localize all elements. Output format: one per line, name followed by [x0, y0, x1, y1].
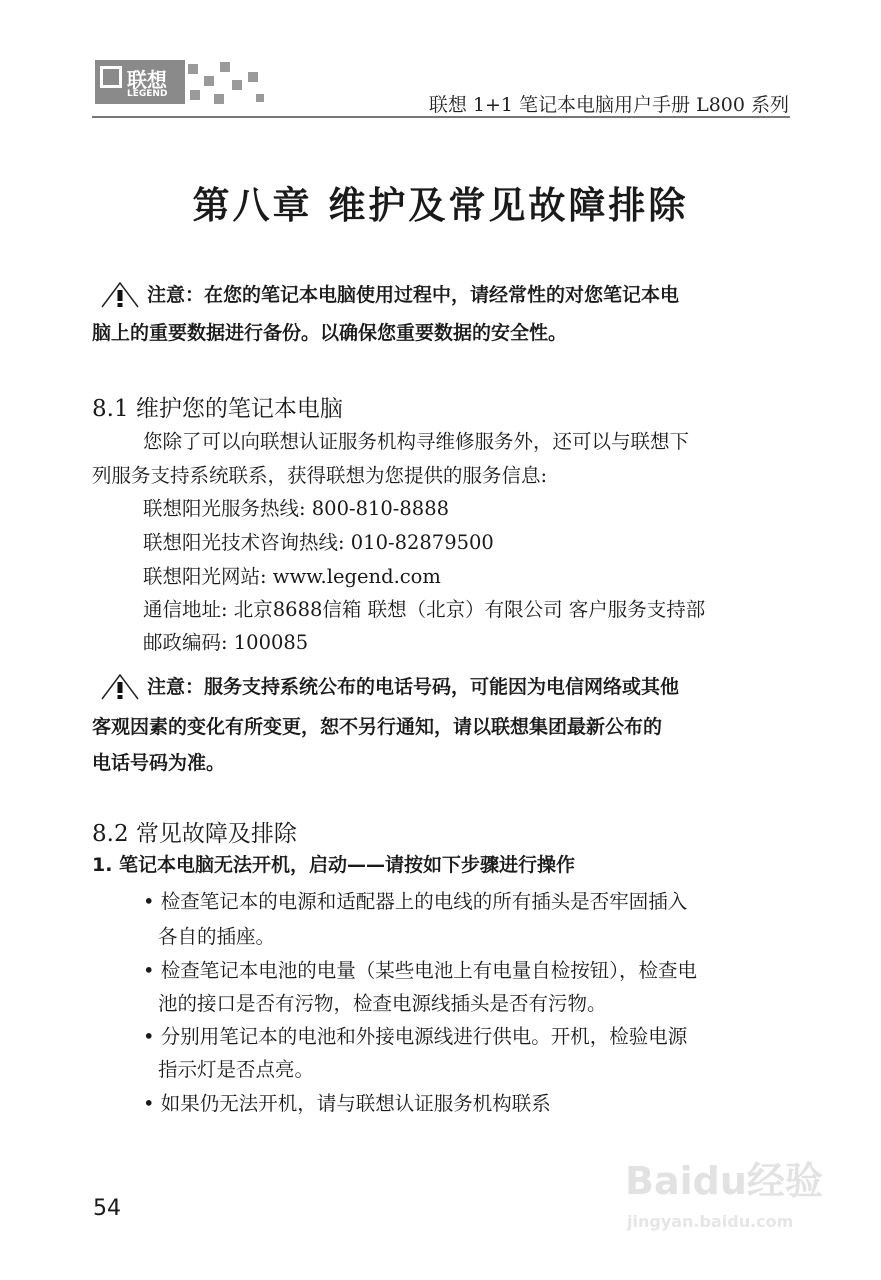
section-8-1-heading: 8.1 维护您的笔记本电脑: [92, 396, 343, 422]
tech-hotline: 联想阳光技术咨询热线: 010-82879500: [143, 531, 494, 554]
paragraph-line: 您除了可以向联想认证服务机构寻维修服务外，还可以与联想下: [143, 430, 690, 453]
notice-2-line: 电话号码为准。: [92, 752, 226, 774]
item-1-heading: 1. 笔记本电脑无法开机，启动——请按如下步骤进行操作: [92, 854, 576, 876]
address: 通信地址: 北京8688信箱 联想（北京）有限公司 客户服务支持部: [143, 598, 706, 621]
notice-2-line: 注意：服务支持系统公布的电话号码，可能因为电信网络或其他: [147, 676, 680, 698]
logo-en: LEGEND: [127, 89, 168, 99]
bullet-line: 池的接口是否有污物，检查电源线插头是否有污物。: [158, 992, 607, 1015]
section-8-2-heading: 8.2 常见故障及排除: [92, 821, 297, 847]
legend-logo: [95, 60, 185, 104]
notice-1-line: 注意：在您的笔记本电脑使用过程中，请经常性的对您笔记本电: [147, 284, 680, 306]
bullet-line: • 如果仍无法开机，请与联想认证服务机构联系: [143, 1092, 551, 1115]
running-header: 联想 1+1 笔记本电脑用户手册 L800 系列: [428, 94, 789, 116]
notice-2-line: 客观因素的变化有所变更，恕不另行通知，请以联想集团最新公布的: [92, 716, 663, 738]
warning-icon: [100, 281, 140, 309]
website: 联想阳光网站: www.legend.com: [143, 565, 441, 588]
watermark-url: jingyan.baidu.com: [627, 1212, 794, 1231]
notice-1-line: 脑上的重要数据进行备份。以确保您重要数据的安全性。: [92, 322, 568, 344]
header-rule: [92, 116, 790, 118]
service-hotline: 联想阳光服务热线: 800-810-8888: [143, 497, 450, 520]
bullet-line: • 检查笔记本电池的电量（某些电池上有电量自检按钮），检查电: [143, 959, 697, 982]
baidu-watermark: Baidu经验: [625, 1159, 823, 1203]
chapter-title: 第八章 维护及常见故障排除: [192, 184, 689, 227]
bullet-line: 各自的插座。: [158, 925, 276, 948]
bullet-line: • 分别用笔记本的电池和外接电源线进行供电。开机，检验电源: [143, 1025, 688, 1048]
logo-cn: 联想: [127, 68, 167, 92]
postcode: 邮政编码: 100085: [143, 631, 309, 654]
paragraph-line: 列服务支持系统联系，获得联想为您提供的服务信息:: [92, 464, 548, 487]
bullet-line: 指示灯是否点亮。: [158, 1058, 315, 1081]
bullet-line: • 检查笔记本的电源和适配器上的电线的所有插头是否牢固插入: [143, 890, 688, 913]
page-number: 54: [93, 1196, 121, 1221]
warning-icon: [100, 673, 140, 701]
